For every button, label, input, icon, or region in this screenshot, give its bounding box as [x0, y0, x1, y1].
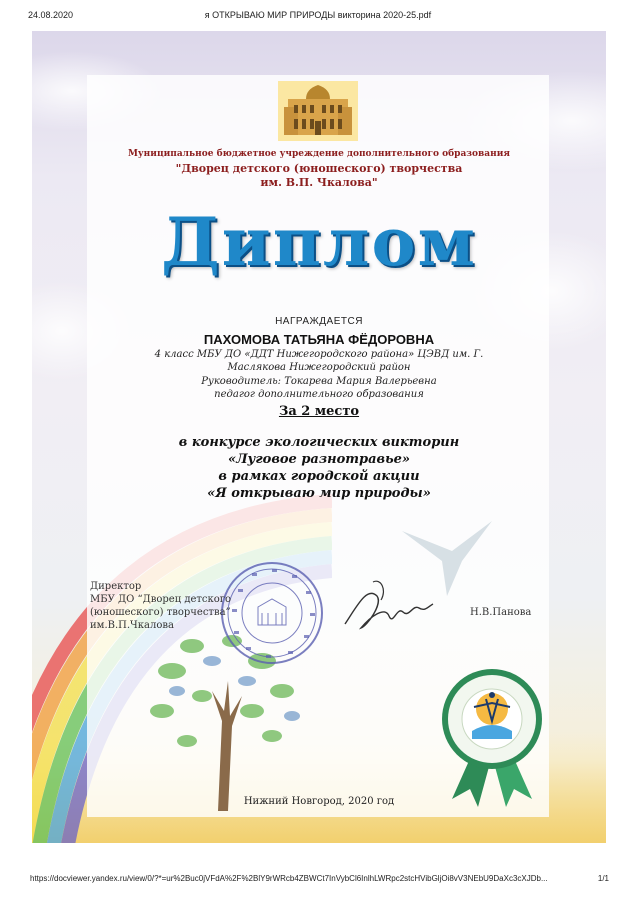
- supervisor-name: Руководитель: Токарева Мария Валерьевна: [201, 376, 437, 387]
- print-footer: [0, 874, 636, 888]
- city-year: Нижний Новгород, 2020 год: [243, 796, 395, 807]
- print-document-title: я ОТКРЫВАЮ МИР ПРИРОДЫ викторина 2020-25.pdf: [204, 10, 432, 20]
- supervisor-position: педагог дополнительного образования: [214, 389, 424, 400]
- signature: [337, 576, 437, 636]
- org-name-line1: Муниципальное бюджетное учреждение дополнительного образования: [127, 149, 511, 159]
- place-text: За 2 место: [278, 404, 360, 419]
- director-org: (юношеского) творчества”: [90, 607, 231, 618]
- awarded-label: НАГРАЖДАЕТСЯ: [275, 316, 363, 327]
- print-url: https://docviewer.yandex.ru/view/0/?*=ur%2Buc0jVFdA%2F%2BlY9rWRcb4ZBWCt7InVybCl6InlhLWRpc2stcHVibGljOi8vV3NEbU9DaXc3cXJDb...: [30, 874, 548, 883]
- print-header: [0, 10, 636, 24]
- signer-name: Н.В.Панова: [470, 607, 532, 618]
- diploma-heading: Диплом: [161, 203, 477, 281]
- director-org: МБУ ДО “Дворец детского: [90, 594, 232, 605]
- campaign-name: «Я открываю мир природы»: [207, 486, 431, 501]
- print-date: 24.08.2020: [28, 10, 74, 20]
- place-award: [92, 404, 546, 419]
- contest-name: «Луговое разнотравье»: [227, 452, 411, 467]
- director-title: Директор: [90, 581, 142, 592]
- campaign-emblem: [432, 659, 552, 809]
- contest-line: в конкурсе экологических викторин: [178, 435, 460, 450]
- recipient-name: ПАХОМОВА ТАТЬЯНА ФЁДОРОВНА: [203, 332, 435, 347]
- contest-line: в рамках городской акции: [218, 469, 420, 484]
- org-name-line3: им. В.П. Чкалова": [260, 176, 378, 189]
- director-org: им.В.П.Чкалова: [90, 620, 174, 631]
- recipient-detail: Маслякова Нижегородский район: [227, 362, 411, 373]
- print-page-number: 1/1: [597, 874, 609, 883]
- official-stamp: [218, 559, 326, 667]
- palace-logo: [278, 81, 358, 141]
- recipient-detail: 4 класс МБУ ДО «ДДТ Нижегородского района» ЦЭВД им. Г.: [154, 349, 484, 360]
- org-name-line2: "Дворец детского (юношеского) творчества: [175, 162, 463, 175]
- diploma: [32, 31, 606, 843]
